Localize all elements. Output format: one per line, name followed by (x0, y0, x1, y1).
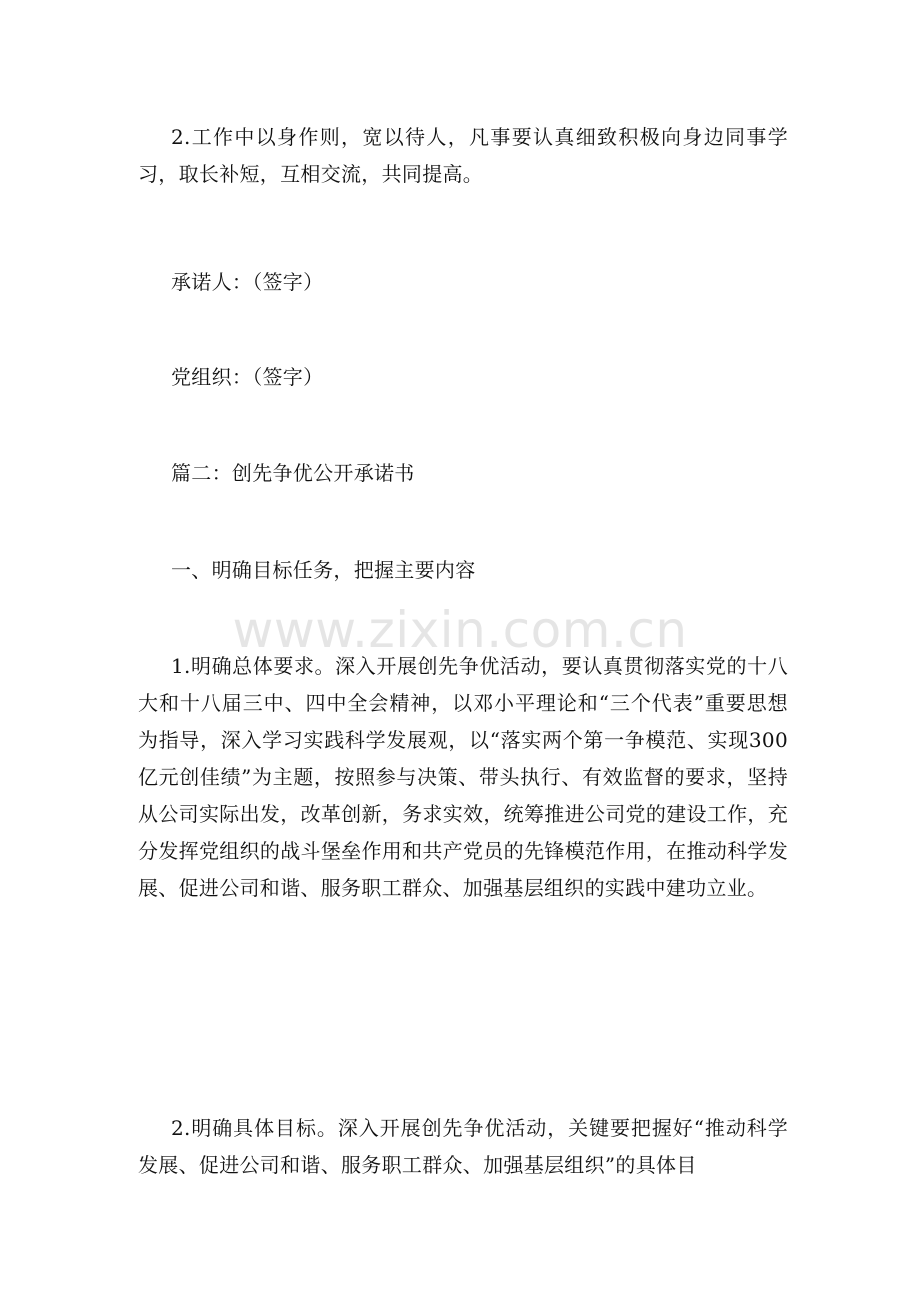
heading-goals-tasks: 一、明确目标任务，把握主要内容 (171, 558, 476, 582)
party-org-signature-line: 党组织：（签字） (171, 365, 324, 389)
paragraph-specific-goals: 2.明确具体目标。深入开展创先争优活动，关键要把握好“推动科学发展、促进公司和谐、服务职工群众、加强基层组织”的具体目 (138, 1116, 788, 1177)
paragraph-overall-requirements: 1.明确总体要求。深入开展创先争优活动，要认真贯彻落实党的十八大和十八届三中、四中全会精神，以邓小平理论和“三个代表”重要思想为指导，深入学习实践科学发展观，以“落实两个第一争模范、实现300亿元创佳绩”为主题，按照参与决策、带头执行、有效监督的要求，坚持从公司实际出发，改革创新，务求实效，统筹推进公司党的建设工作，充分发挥党组织的战斗堡垒作用和共产党员的先锋模范作用，在推动科学发展、促进公司和谐、服务职工群众、加强基层组织的实践中建功立业。 (138, 654, 788, 900)
site-watermark: www.zixin.com.cn (232, 601, 688, 659)
paragraph-work-example: 2.工作中以身作则，宽以待人，凡事要认真细致积极向身边同事学习，取长补短，互相交流，共同提高。 (138, 125, 788, 186)
section-title: 篇二：创先争优公开承诺书 (171, 461, 415, 485)
promisor-signature-line: 承诺人：（签字） (171, 270, 324, 294)
